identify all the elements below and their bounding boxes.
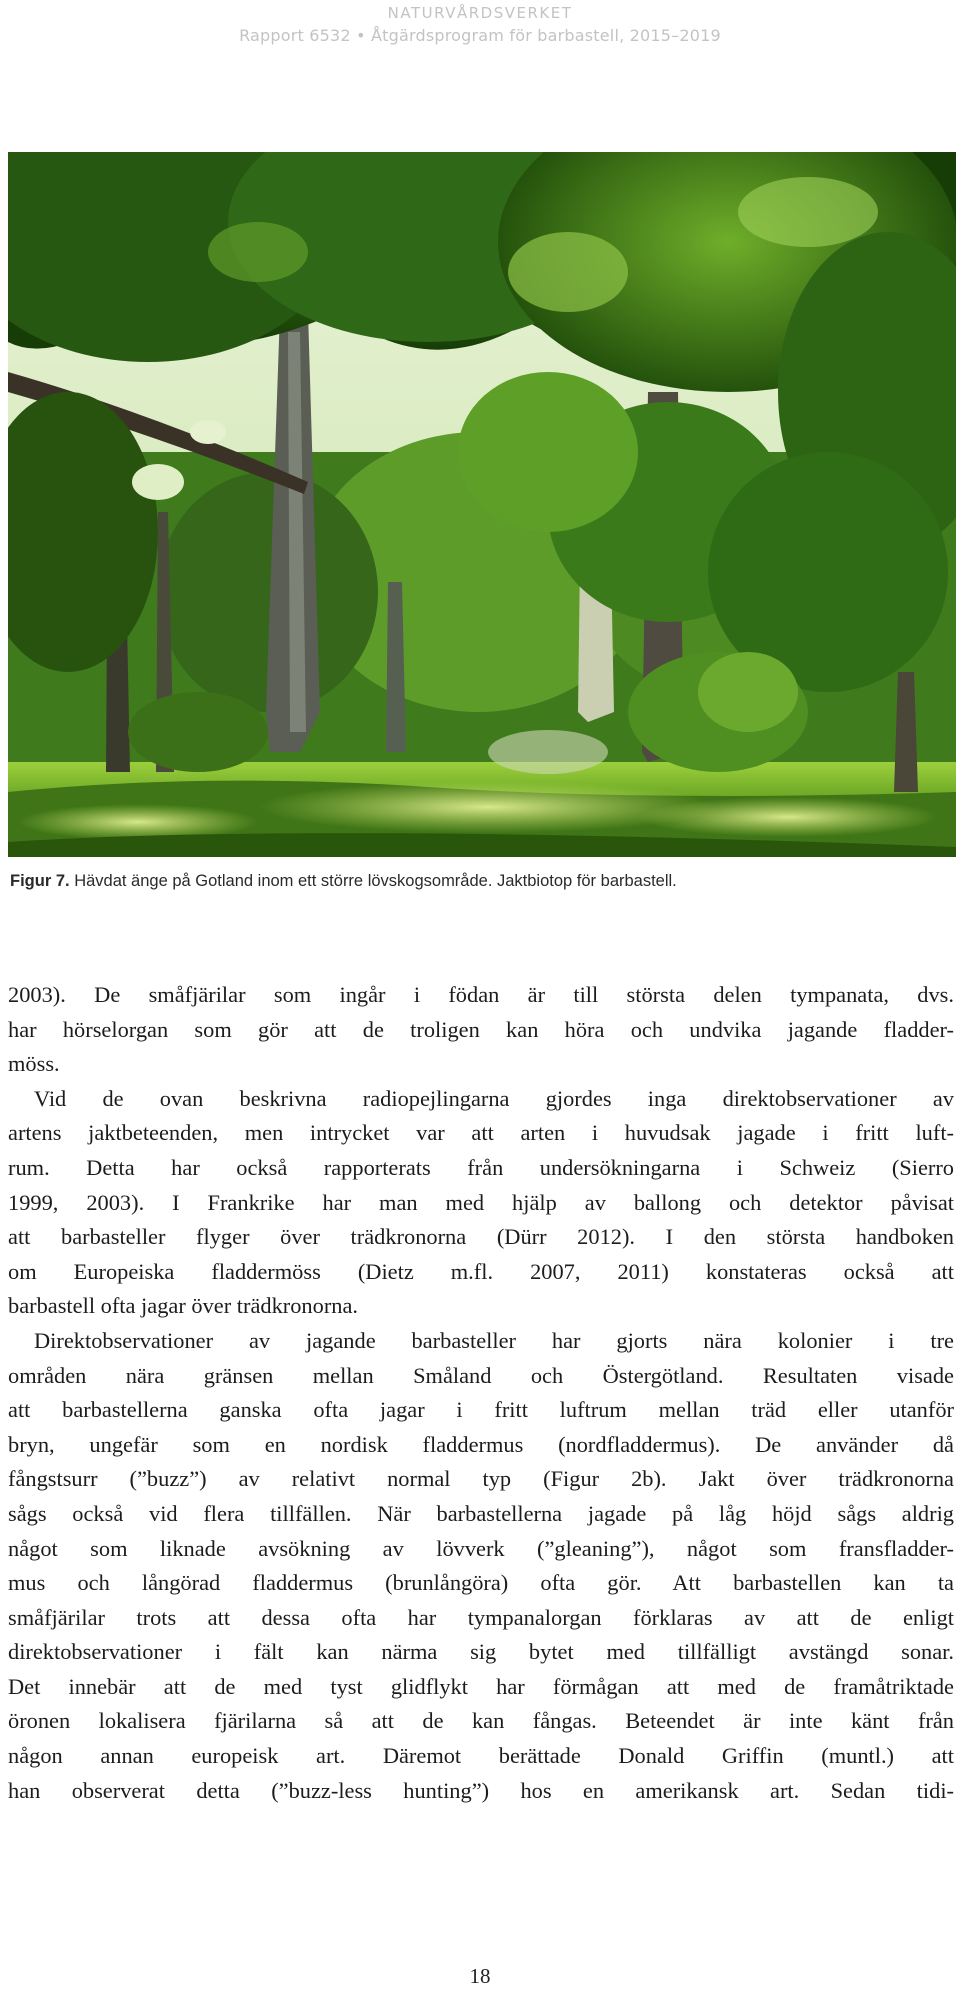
text-line: direktobservationer i fält kan närma sig bytet med tillfälligt avstängd sonar. <box>8 1639 954 1665</box>
figure-caption-text: Hävdat änge på Gotland inom ett större lövskogsområde. Jaktbiotop för barbastell. <box>74 872 677 890</box>
text-line: Det innebär att de med tyst glidflykt har förmågan att med de framåtriktade <box>8 1673 954 1699</box>
figure-caption <box>10 872 677 891</box>
text-line: om Europeiska fladdermöss (Dietz m.fl. 2007, 2011) konstateras också att <box>8 1258 954 1284</box>
text-line: rum. Detta har också rapporterats från undersökningarna i Schweiz (Sierro <box>8 1154 954 1180</box>
text-line: 1999, 2003). I Frankrike har man med hjälp av ballong och detektor påvisat <box>8 1189 954 1215</box>
text-line: barbastell ofta jagar över trädkronorna. <box>8 1293 359 1319</box>
text-line: något som liknade avsökning av lövverk (”gleaning”), något som fransfladder- <box>8 1535 954 1561</box>
forest-meadow-photo <box>8 152 956 857</box>
body-text <box>8 978 954 1808</box>
text-line: Direktobservationer av jagande barbasteller har gjorts nära kolonier i tre <box>34 1327 954 1353</box>
text-line: områden nära gränsen mellan Småland och Östergötland. Resultaten visade <box>8 1362 954 1388</box>
text-line: 2003). De småfjärilar som ingår i födan är till största delen tympanata, dvs. <box>8 982 954 1007</box>
figure-label: Figur 7. <box>10 872 70 890</box>
page-number: 18 <box>469 1964 491 1988</box>
text-line: han observerat detta (”buzz-less hunting”) hos en amerikansk art. Sedan tidi- <box>8 1777 954 1803</box>
text-line: bryn, ungefär som en nordisk fladdermus (nordfladdermus). De använder då <box>8 1431 954 1457</box>
text-line: någon annan europeisk art. Däremot berättade Donald Griffin (muntl.) att <box>8 1743 954 1769</box>
text-line: Vid de ovan beskrivna radiopejlingarna gjordes inga direktobservationer av <box>34 1085 954 1111</box>
text-line: har hörselorgan som gör att de troligen kan höra och undvika jagande fladder- <box>8 1016 954 1042</box>
text-line: småfjärilar trots att dessa ofta har tympanalorgan förklaras av att de enligt <box>8 1604 954 1630</box>
text-line: artens jaktbeteenden, men intrycket var att arten i huvudsak jagade i fritt luft- <box>8 1120 954 1146</box>
running-header-agency: NATURVÅRDSVERKET <box>387 4 573 22</box>
running-header-report: Rapport 6532 • Åtgärdsprogram för barbastell, 2015–2019 <box>239 26 721 45</box>
text-line: fångstsurr (”buzz”) av relativt normal typ (Figur 2b). Jakt över trädkronorna <box>8 1466 954 1492</box>
text-line: att barbasteller flyger över trädkronorna (Dürr 2012). I den största handboken <box>8 1224 954 1250</box>
text-line: att barbastellerna ganska ofta jagar i fritt luftrum mellan träd eller utanför <box>8 1397 954 1423</box>
text-line: mus och långörad fladdermus (brunlångöra) ofta gör. Att barbastellen kan ta <box>8 1570 954 1596</box>
text-line: öronen lokalisera fjärilarna så att de kan fångas. Beteendet är inte känt från <box>8 1708 954 1734</box>
text-line: möss. <box>8 1051 60 1077</box>
text-line: sågs också vid flera tillfällen. När barbastellerna jagade på låg höjd sågs aldrig <box>8 1500 954 1526</box>
